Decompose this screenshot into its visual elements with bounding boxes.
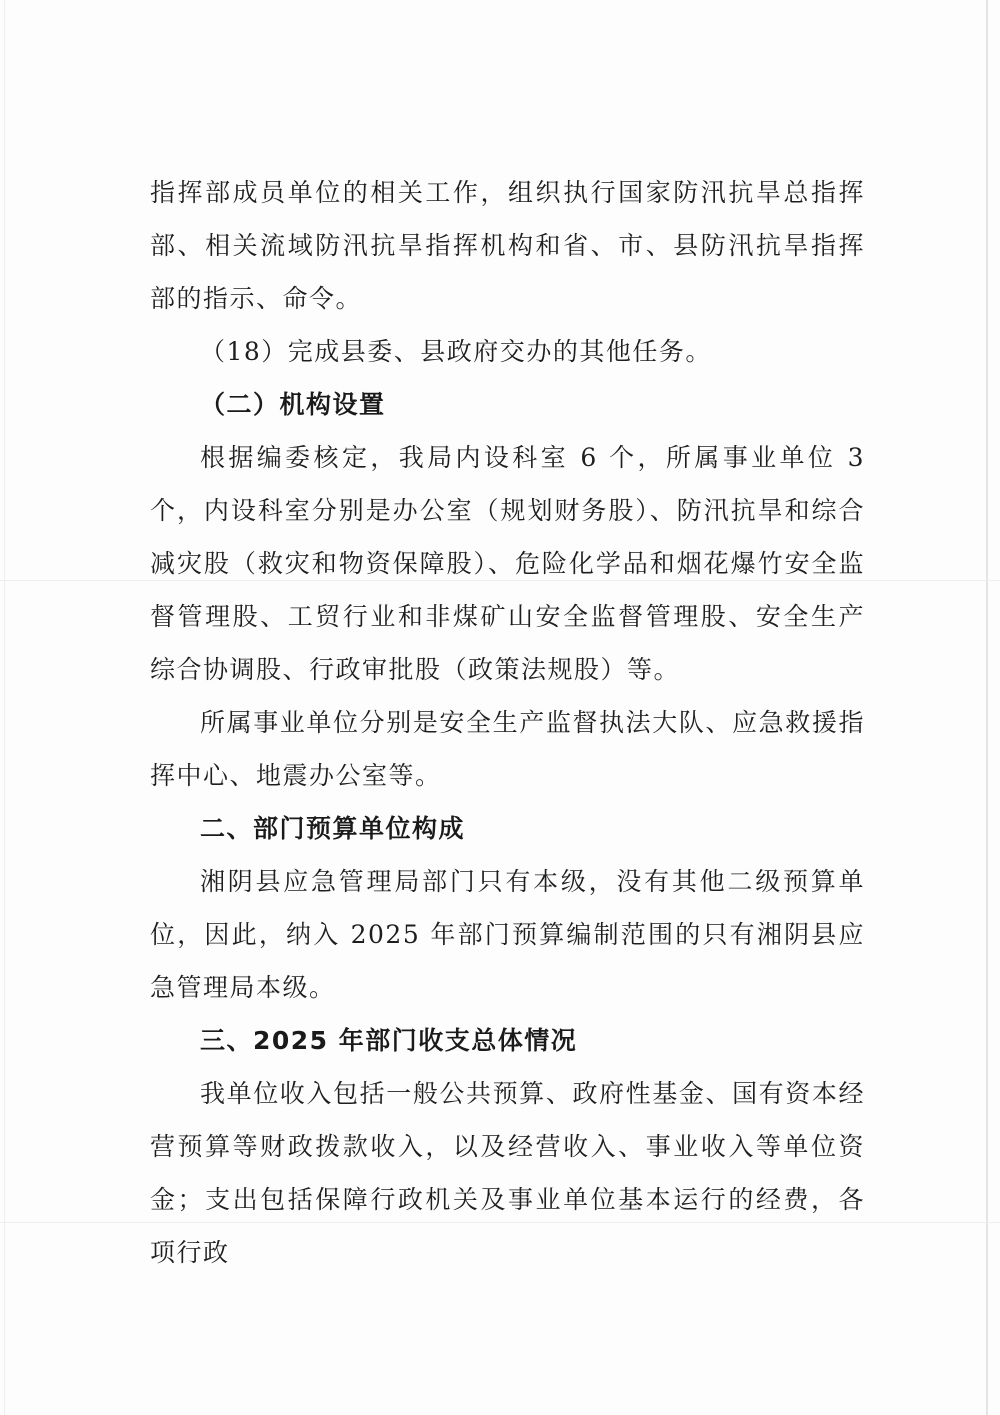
heading-revenue-expenditure: 三、2025 年部门收支总体情况 (200, 1026, 578, 1055)
paragraph-budget-scope: 湘阴县应急管理局部门只有本级，没有其他二级预算单位，因此，纳入 2025 年部门预算编制范围的只有湘阴县应急管理局本级。 (150, 867, 865, 1002)
scan-edge-left (4, 0, 5, 1415)
paragraph-revenue-description: 我单位收入包括一般公共预算、政府性基金、国有资本经营预算等财政拨款收入，以及经营收入、事业收入等单位资金；支出包括保障行政机关及事业单位基本运行的经费，各项行政 (150, 1079, 865, 1267)
scan-edge-right (986, 0, 988, 1415)
paragraph-internal-departments: 根据编委核定，我局内设科室 6 个，所属事业单位 3 个，内设科室分别是办公室（规划财务股）、防汛抗旱和综合减灾股（救灾和物资保障股）、危险化学品和烟花爆竹安全监督管理股、工贸行业和非煤矿山安全监督管理股、安全生产综合协调股、行政审批股（政策法规股）等。 (150, 443, 865, 684)
heading-institution-setup: （二）机构设置 (200, 390, 386, 419)
paragraph-affiliated-units: 所属事业单位分别是安全生产监督执法大队、应急救援指挥中心、地震办公室等。 (150, 708, 865, 790)
heading-budget-unit-composition: 二、部门预算单位构成 (200, 814, 466, 843)
paragraph-continuation: 指挥部成员单位的相关工作，组织执行国家防汛抗旱总指挥部、相关流域防汛抗旱指挥机构和省、市、县防汛抗旱指挥部的指示、命令。 (150, 178, 865, 313)
paragraph-item-18: （18）完成县委、县政府交办的其他任务。 (200, 337, 712, 366)
document-body (150, 166, 865, 1279)
